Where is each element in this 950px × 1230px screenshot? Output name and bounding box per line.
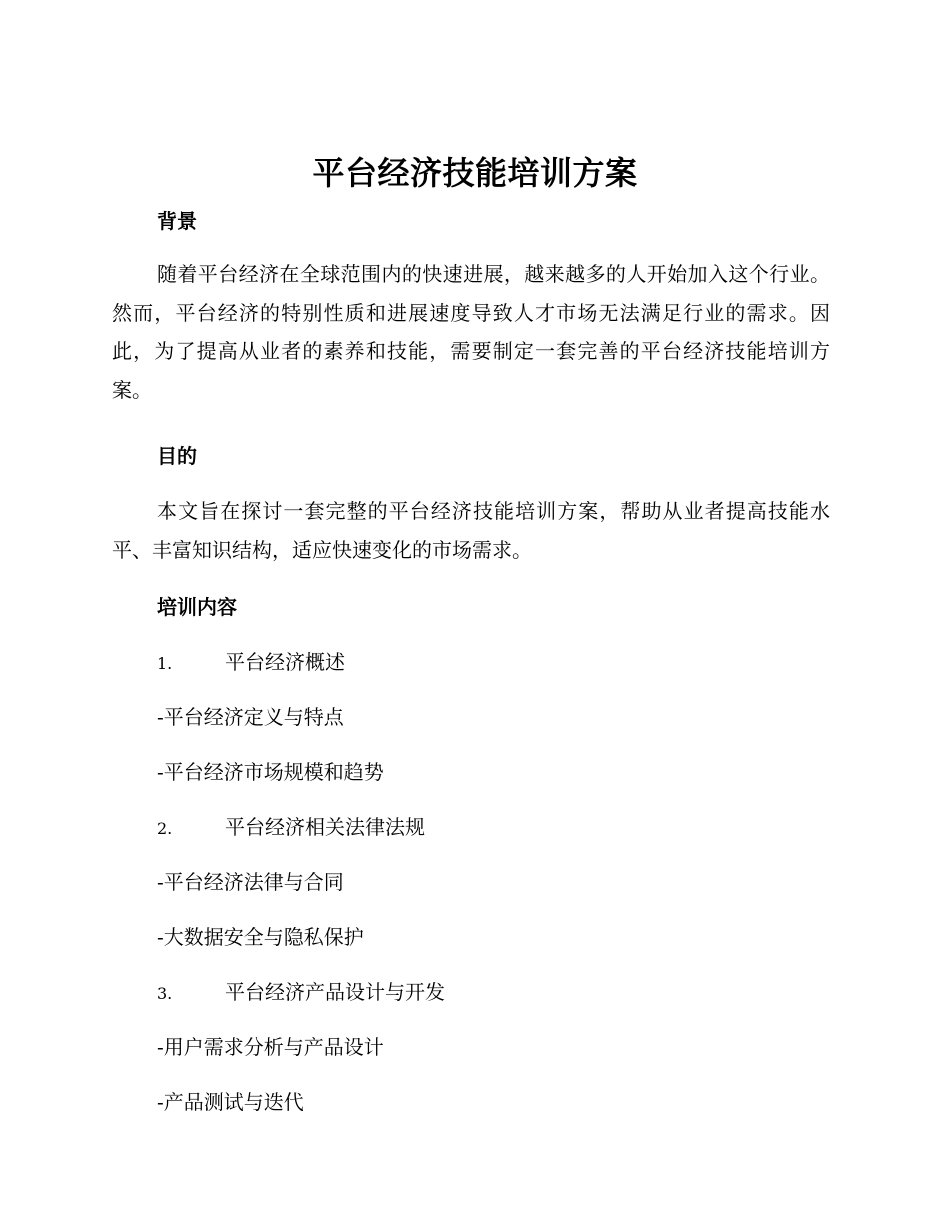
list-item-title: 平台经济概述 <box>225 650 345 674</box>
list-subitem: -用户需求分析与产品设计 <box>157 1035 384 1059</box>
list-item-title: 平台经济相关法律法规 <box>225 815 425 839</box>
list-item <box>157 977 445 1009</box>
document-title: 平台经济技能培训方案 <box>312 154 638 192</box>
list-subitem: -产品测试与迭代 <box>157 1090 304 1114</box>
list-subitem: -大数据安全与隐私保护 <box>157 925 364 949</box>
background-paragraph: 随着平台经济在全球范围内的快速进展，越来越多的人开始加入这个行业。然而，平台经济的特别性质和进展速度导致人才市场无法满足行业的需求。因此，为了提高从业者的素养和技能，需要制定一套完善的平台经济技能培训方案。 <box>112 262 830 402</box>
list-item-number: 3. <box>157 984 173 1003</box>
list-item <box>157 647 345 679</box>
list-item <box>157 812 425 844</box>
list-item-number: 1. <box>157 654 173 673</box>
section-heading-purpose: 目的 <box>157 444 197 468</box>
list-subitem: -平台经济法律与合同 <box>157 870 344 894</box>
list-item-number: 2. <box>157 819 173 838</box>
list-subitem: -平台经济市场规模和趋势 <box>157 760 384 784</box>
purpose-paragraph: 本文旨在探讨一套完整的平台经济技能培训方案，帮助从业者提高技能水平、丰富知识结构，适应快速变化的市场需求。 <box>112 499 830 562</box>
section-heading-background: 背景 <box>157 209 197 233</box>
list-item-title: 平台经济产品设计与开发 <box>225 980 445 1004</box>
list-subitem: -平台经济定义与特点 <box>157 705 344 729</box>
section-heading-content: 培训内容 <box>157 595 237 619</box>
